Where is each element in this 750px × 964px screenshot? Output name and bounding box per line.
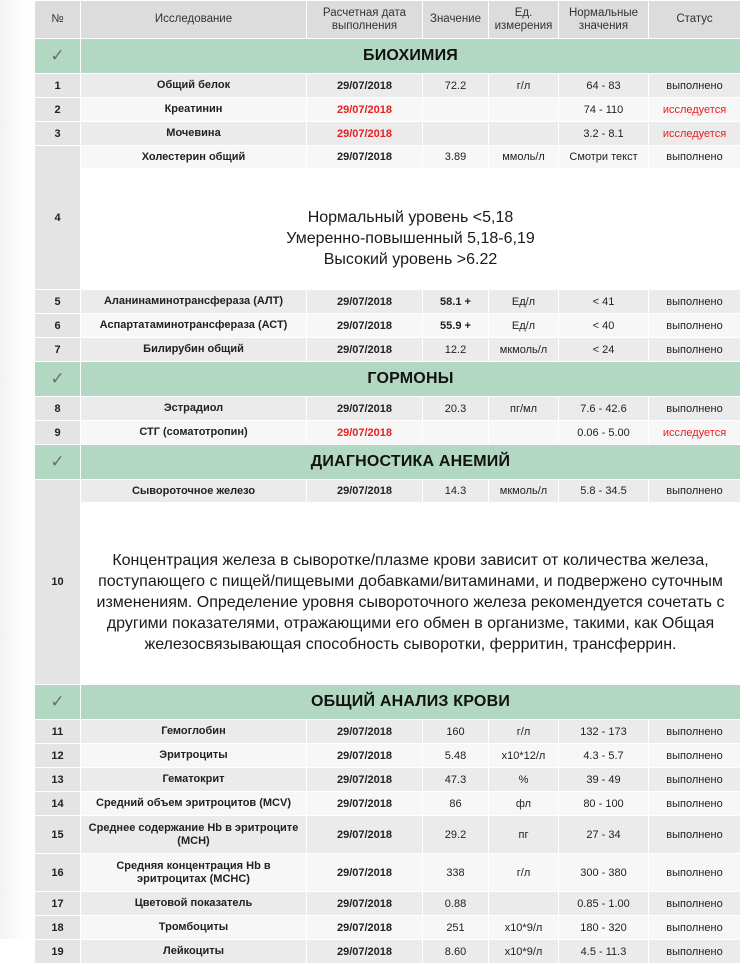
test-value [423,421,489,445]
test-date: 29/07/2018 [307,940,423,964]
status-text: исследуется [649,421,741,445]
test-unit: пг [489,816,559,854]
row-number: 4 [35,146,81,290]
test-unit: Ед/л [489,290,559,314]
test-norm: 5.8 - 34.5 [559,480,649,503]
lab-results-table [34,0,741,964]
status-text: выполнено [649,792,741,816]
test-unit: г/л [489,720,559,744]
row-number: 5 [35,290,81,314]
column-header-value: Значение [423,1,489,39]
checkmark-icon[interactable]: ✓ [35,362,81,397]
test-value: 160 [423,720,489,744]
test-norm: 4.5 - 11.3 [559,940,649,964]
row-number: 10 [35,480,81,685]
column-header-date: Расчетная дата выполнения [307,1,423,39]
test-value: 5.48 [423,744,489,768]
status-text: выполнено [649,480,741,503]
row-number: 14 [35,792,81,816]
test-date: 29/07/2018 [307,854,423,892]
column-header-unit: Ед. измерения [489,1,559,39]
test-name: Аланинаминотрансфераза (АЛТ) [81,290,307,314]
test-name: Креатинин [81,98,307,122]
note-line: Умеренно-повышенный 5,18-6,19 [286,229,535,247]
test-value: 72.2 [423,74,489,98]
table-row [35,768,741,792]
test-name: Лейкоциты [81,940,307,964]
column-header-status: Статус [649,1,741,39]
test-value: 29.2 [423,816,489,854]
note-row [35,169,741,290]
test-norm: 0.85 - 1.00 [559,892,649,916]
iron-note: Концентрация железа в сыворотке/плазме крови зависит от количества железа, поступающего с пищей/пищевыми добавками/витаминами, и подвержено суточным изменениям. Определение уровня сывороточного железа рекомендуется сочетать с другими показателями, отражающими его обмен в организме, такими, как Общая железосвязывающая способность сыворотки, ферритин, трансферрин. [81,503,741,685]
table-row [35,480,741,503]
test-norm: 4.3 - 5.7 [559,744,649,768]
status-text: выполнено [649,940,741,964]
row-number: 18 [35,916,81,940]
section-title: БИОХИМИЯ [81,39,741,74]
test-name: Гемоглобин [81,720,307,744]
test-norm: 64 - 83 [559,74,649,98]
status-text: выполнено [649,768,741,792]
test-name: Эритроциты [81,744,307,768]
test-norm: 0.06 - 5.00 [559,421,649,445]
test-value: 55.9 + [423,314,489,338]
status-text: выполнено [649,314,741,338]
table-row [35,940,741,964]
test-norm: 180 - 320 [559,916,649,940]
table-row [35,98,741,122]
row-number: 9 [35,421,81,445]
test-unit: мкмоль/л [489,338,559,362]
test-value: 14.3 [423,480,489,503]
test-unit [489,892,559,916]
test-norm: 132 - 173 [559,720,649,744]
test-norm: 27 - 34 [559,816,649,854]
test-value: 12.2 [423,338,489,362]
status-text: выполнено [649,916,741,940]
test-unit: г/л [489,74,559,98]
table-row [35,892,741,916]
status-text: выполнено [649,74,741,98]
checkmark-icon[interactable]: ✓ [35,685,81,720]
test-value: 3.89 [423,146,489,169]
status-text: исследуется [649,122,741,146]
table-row [35,720,741,744]
table-row [35,146,741,169]
section-title: ДИАГНОСТИКА АНЕМИЙ [81,445,741,480]
test-date: 29/07/2018 [307,122,423,146]
test-name: Тромбоциты [81,916,307,940]
test-unit [489,122,559,146]
test-unit: Ед/л [489,314,559,338]
test-name: Общий белок [81,74,307,98]
status-text: исследуется [649,98,741,122]
status-text: выполнено [649,290,741,314]
column-header-norm: Нормальные значения [559,1,649,39]
test-name: Средняя концентрация Hb в эритроцитах (MCHC) [81,854,307,892]
test-norm: 39 - 49 [559,768,649,792]
note-line: Высокий уровень >6.22 [323,250,498,268]
test-value: 251 [423,916,489,940]
test-date: 29/07/2018 [307,792,423,816]
test-value: 338 [423,854,489,892]
test-date: 29/07/2018 [307,744,423,768]
row-number: 11 [35,720,81,744]
column-header-test: Исследование [81,1,307,39]
status-text: выполнено [649,744,741,768]
section-title: ОБЩИЙ АНАЛИЗ КРОВИ [81,685,741,720]
results-table-frame [34,0,740,958]
section-row-cbc [35,685,741,720]
test-unit: мкмоль/л [489,480,559,503]
test-value [423,98,489,122]
test-date: 29/07/2018 [307,816,423,854]
section-row-hormones [35,362,741,397]
test-date: 29/07/2018 [307,720,423,744]
test-name: Среднее содержание Hb в эритроците (MCH) [81,816,307,854]
test-name: Мочевина [81,122,307,146]
test-date: 29/07/2018 [307,74,423,98]
test-norm: < 41 [559,290,649,314]
test-unit: ммоль/л [489,146,559,169]
test-name: СТГ (соматотропин) [81,421,307,445]
table-row [35,792,741,816]
test-unit: x10*9/л [489,940,559,964]
row-number: 19 [35,940,81,964]
table-row [35,854,741,892]
column-header-number: № [35,1,81,39]
row-number: 1 [35,74,81,98]
test-date: 29/07/2018 [307,98,423,122]
section-row-anemia [35,445,741,480]
test-unit: % [489,768,559,792]
test-value: 8.60 [423,940,489,964]
section-title: ГОРМОНЫ [81,362,741,397]
row-number: 3 [35,122,81,146]
table-row [35,744,741,768]
test-name: Холестерин общий [81,146,307,169]
test-norm: 300 - 380 [559,854,649,892]
test-date: 29/07/2018 [307,314,423,338]
row-number: 8 [35,397,81,421]
table-row [35,314,741,338]
note-row [35,503,741,685]
note-line: Нормальный уровень <5,18 [307,208,514,226]
test-date: 29/07/2018 [307,397,423,421]
test-value [423,122,489,146]
test-unit: x10*9/л [489,916,559,940]
test-unit: x10*12/л [489,744,559,768]
test-value: 58.1 + [423,290,489,314]
page-left-shadow [0,0,34,939]
row-number: 17 [35,892,81,916]
row-number: 2 [35,98,81,122]
status-text: выполнено [649,720,741,744]
row-number: 6 [35,314,81,338]
table-row [35,421,741,445]
table-row [35,916,741,940]
table-row [35,290,741,314]
test-date: 29/07/2018 [307,338,423,362]
row-number: 7 [35,338,81,362]
test-norm: < 24 [559,338,649,362]
test-norm: 80 - 100 [559,792,649,816]
test-norm: < 40 [559,314,649,338]
test-norm: 74 - 110 [559,98,649,122]
table-row [35,74,741,98]
test-unit [489,421,559,445]
test-value: 20.3 [423,397,489,421]
test-value: 47.3 [423,768,489,792]
test-unit: пг/мл [489,397,559,421]
table-row [35,122,741,146]
table-header-row [35,1,741,39]
test-date: 29/07/2018 [307,290,423,314]
test-norm: 3.2 - 8.1 [559,122,649,146]
row-number: 15 [35,816,81,854]
test-name: Цветовой показатель [81,892,307,916]
test-name: Гематокрит [81,768,307,792]
test-date: 29/07/2018 [307,892,423,916]
test-date: 29/07/2018 [307,146,423,169]
checkmark-icon[interactable]: ✓ [35,445,81,480]
test-norm: 7.6 - 42.6 [559,397,649,421]
test-norm: Смотри текст [559,146,649,169]
test-value: 0.88 [423,892,489,916]
test-name: Эстрадиол [81,397,307,421]
test-name: Аспартатаминотрансфераза (АСТ) [81,314,307,338]
test-date: 29/07/2018 [307,480,423,503]
test-unit: фл [489,792,559,816]
test-name: Билирубин общий [81,338,307,362]
status-text: выполнено [649,854,741,892]
section-row-biochemistry [35,39,741,74]
row-number: 12 [35,744,81,768]
status-text: выполнено [649,338,741,362]
row-number: 16 [35,854,81,892]
test-unit: г/л [489,854,559,892]
checkmark-icon[interactable]: ✓ [35,39,81,74]
test-name: Средний объем эритроцитов (MCV) [81,792,307,816]
cholesterol-note [81,169,741,290]
table-row [35,338,741,362]
test-date: 29/07/2018 [307,768,423,792]
test-date: 29/07/2018 [307,916,423,940]
test-value: 86 [423,792,489,816]
table-row [35,397,741,421]
table-row [35,816,741,854]
test-name: Сывороточное железо [81,480,307,503]
status-text: выполнено [649,816,741,854]
test-unit [489,98,559,122]
status-text: выполнено [649,892,741,916]
row-number: 13 [35,768,81,792]
test-date: 29/07/2018 [307,421,423,445]
status-text: выполнено [649,146,741,169]
status-text: выполнено [649,397,741,421]
